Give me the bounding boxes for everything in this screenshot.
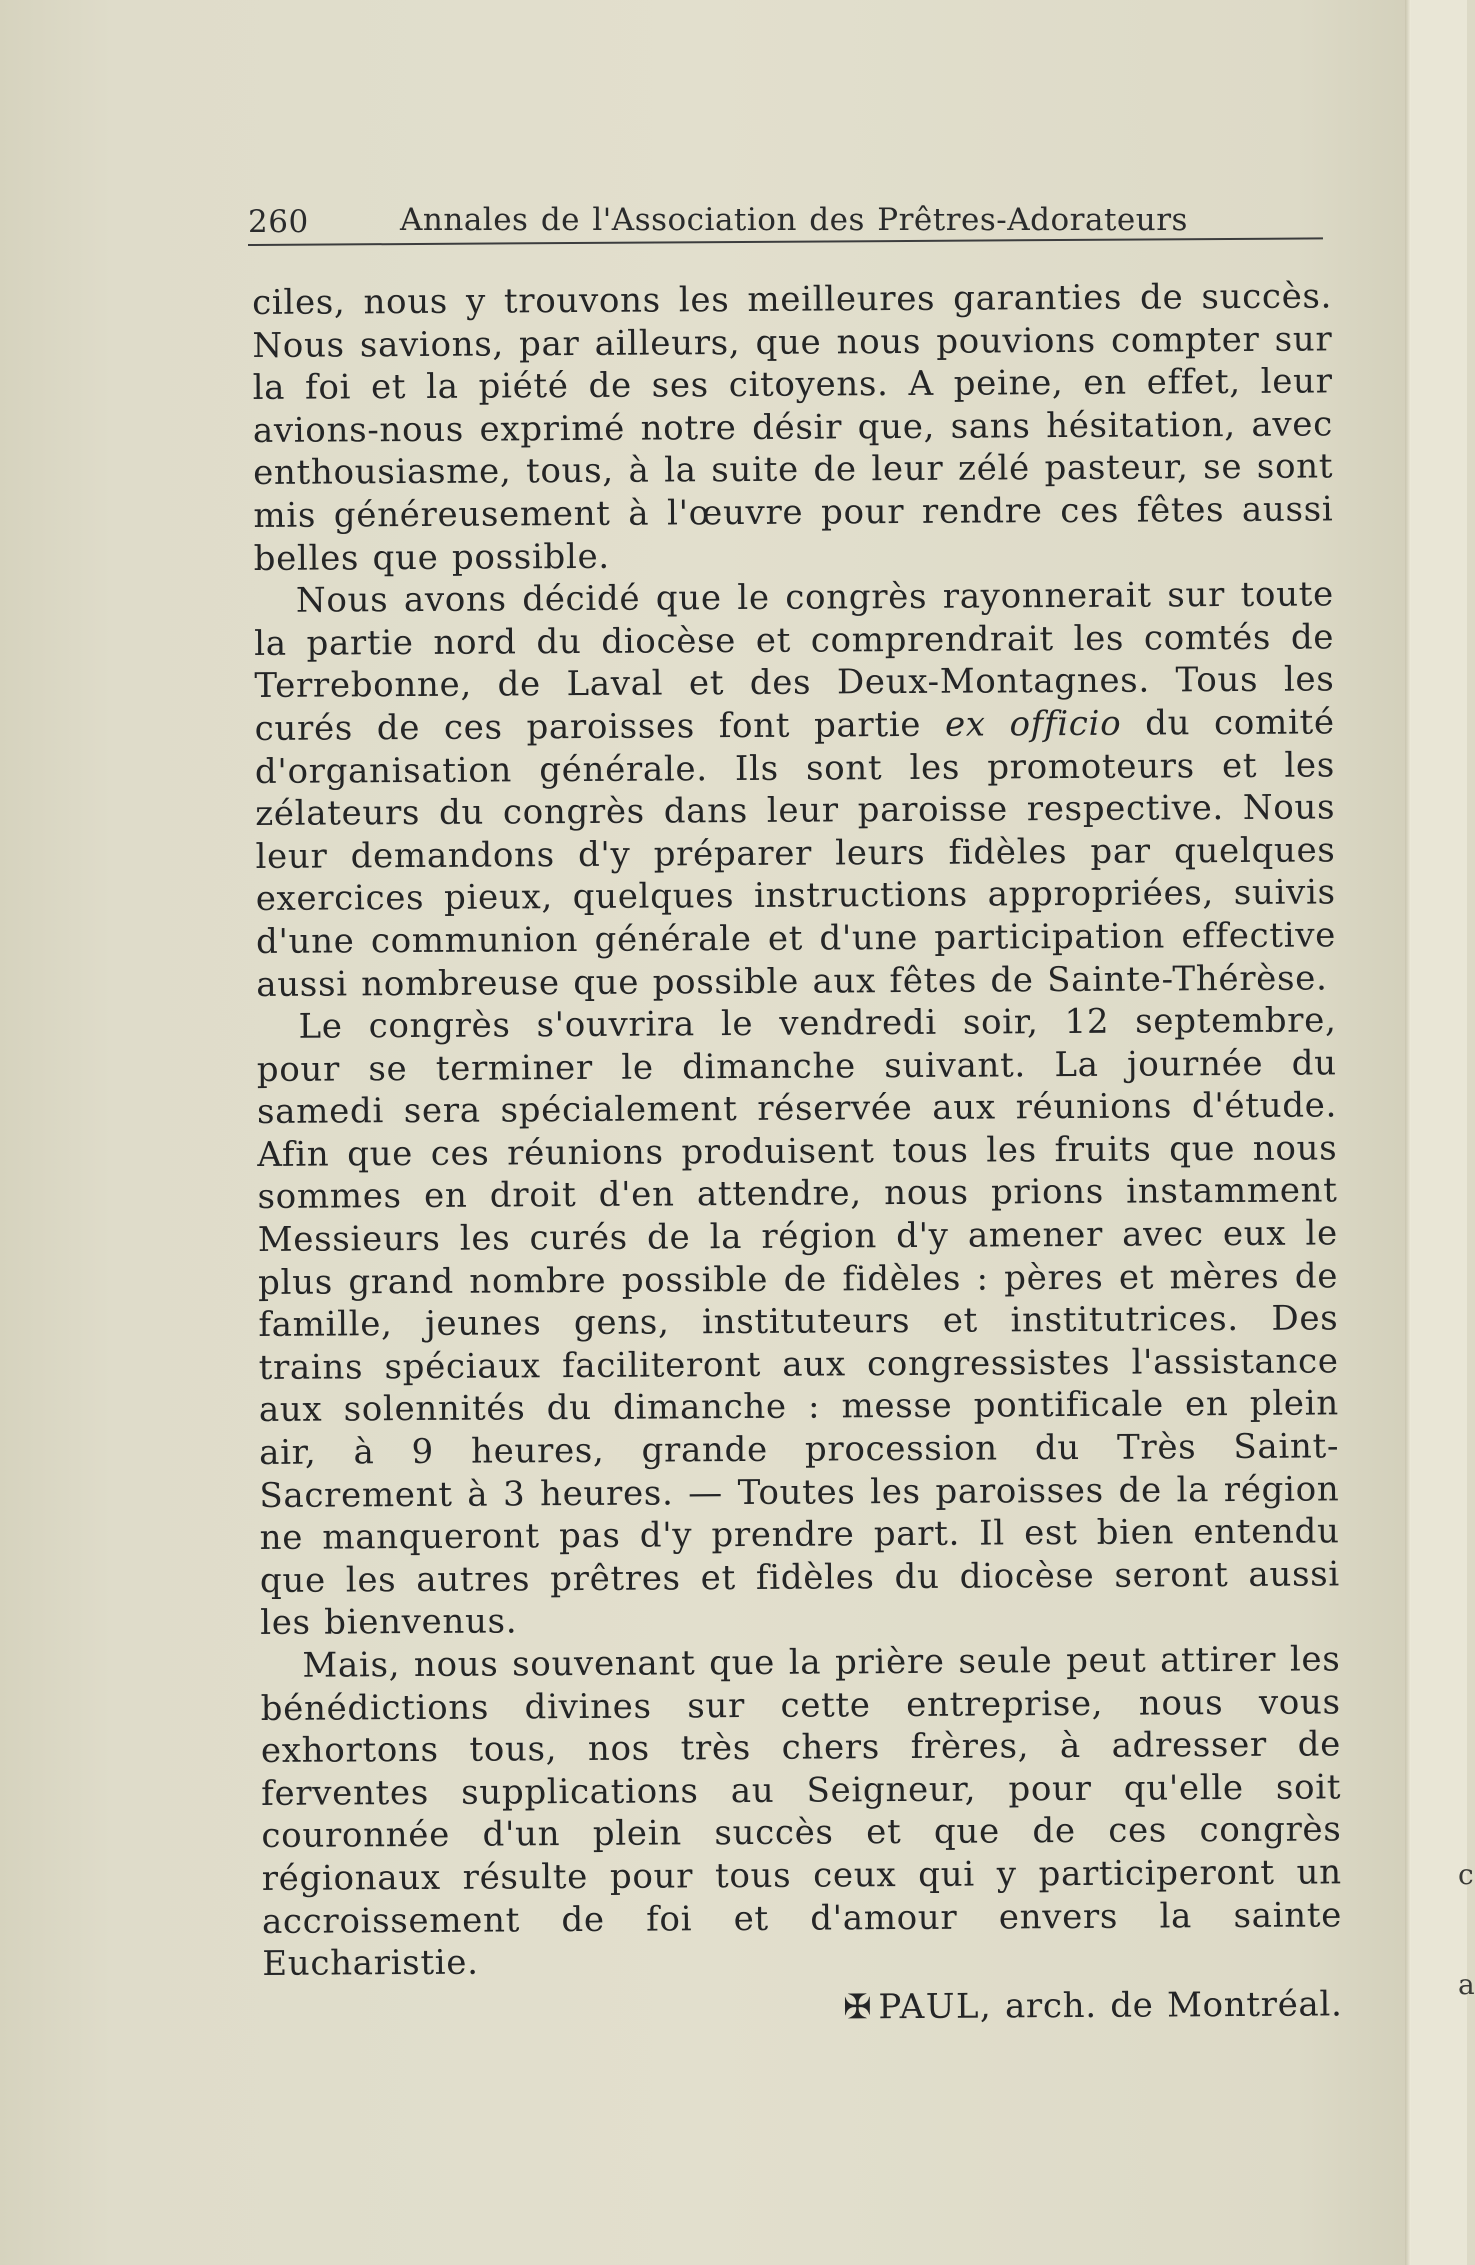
paragraph-text: du comité d'organisation générale. Ils sont les promoteurs et les zélateurs du congrès dans leur paroisse respective. Nous leur demandons d'y préparer leurs fidèles par quelques exercices pieux, quelques instructions appropriées, suivis d'une communion générale et d'une participation effective aussi nombreuse que possible aux fêtes de Sainte-Thérèse.	[254, 702, 1337, 1005]
signature-name: PAUL	[878, 1986, 981, 2027]
body-text	[252, 275, 1343, 2032]
paragraph-text: Nous avons décidé que le congrès rayonnerait sur toute la partie nord du diocèse et comprendrait les comtés de Terrebonne, de Laval et des Deux-Montagnes. Tous les curés de ces paroisses font partie	[254, 574, 1335, 749]
italic-phrase: ex officio	[944, 703, 1122, 745]
adjacent-page-strip	[1411, 0, 1467, 2265]
paragraph	[254, 574, 1337, 1007]
cross-icon: ✠	[843, 1986, 873, 2028]
running-title: Annales de l'Association des Prêtres-Adorateurs	[400, 202, 1188, 238]
paragraph: ciles, nous y trouvons les meilleures garanties de succès. Nous savions, par ailleurs, que nous pouvions compter sur la foi et la piété de ses citoyens. A peine, en effet, leur avions-nous exprimé notre désir que, sans hésitation, avec enthousiasme, tous, à la suite de leur zélé pasteur, se sont mis généreusement à l'œuvre pour rendre ces fêtes aussi belles que possible.	[252, 276, 1334, 579]
signature	[262, 1983, 1342, 2032]
paragraph: Mais, nous souvenant que la prière seule peut attirer les bénédictions divines sur cette entreprise, nous vous exhortons tous, nos très chers frères, à adresser de ferventes supplications au Seigneur, pour qu'elle soit couronnée d'un plein succès et que de ces congrès régionaux résulte pour tous ceux qui y participeront un accroissement de foi et d'amour envers la sainte Eucharistie.	[260, 1639, 1343, 1985]
signature-title: , arch. de Montréal.	[979, 1984, 1343, 2027]
paragraph: Le congrès s'ouvrira le vendredi soir, 12 septembre, pour se terminer le dimanche suivant. La journée du samedi sera spécialement réservée aux réunions d'étude. Afin que ces réunions produisent tous les fruits que nous sommes en droit d'en attendre, nous prions instamment Messieurs les curés de la région d'y amener avec eux le plus grand nombre possible de fidèles : pères et mères de famille, jeunes gens, instituteurs et institutrices. Des trains spéciaux faciliteront aux congressistes l'assistance aux solennités du dimanche : messe pontificale en plein air, à 9 heures, grande procession du Très Saint-Sacrement à 3 heures. — Toutes les paroisses de la région ne manqueront pas d'y prendre part. Il est bien entendu que les autres prêtres et fidèles du diocèse seront aussi les bienvenus.	[256, 1000, 1341, 1644]
page-number: 260	[248, 204, 309, 240]
adjacent-page-glyph: a	[1458, 1968, 1475, 2001]
adjacent-page-glyph: c	[1458, 1858, 1474, 1891]
